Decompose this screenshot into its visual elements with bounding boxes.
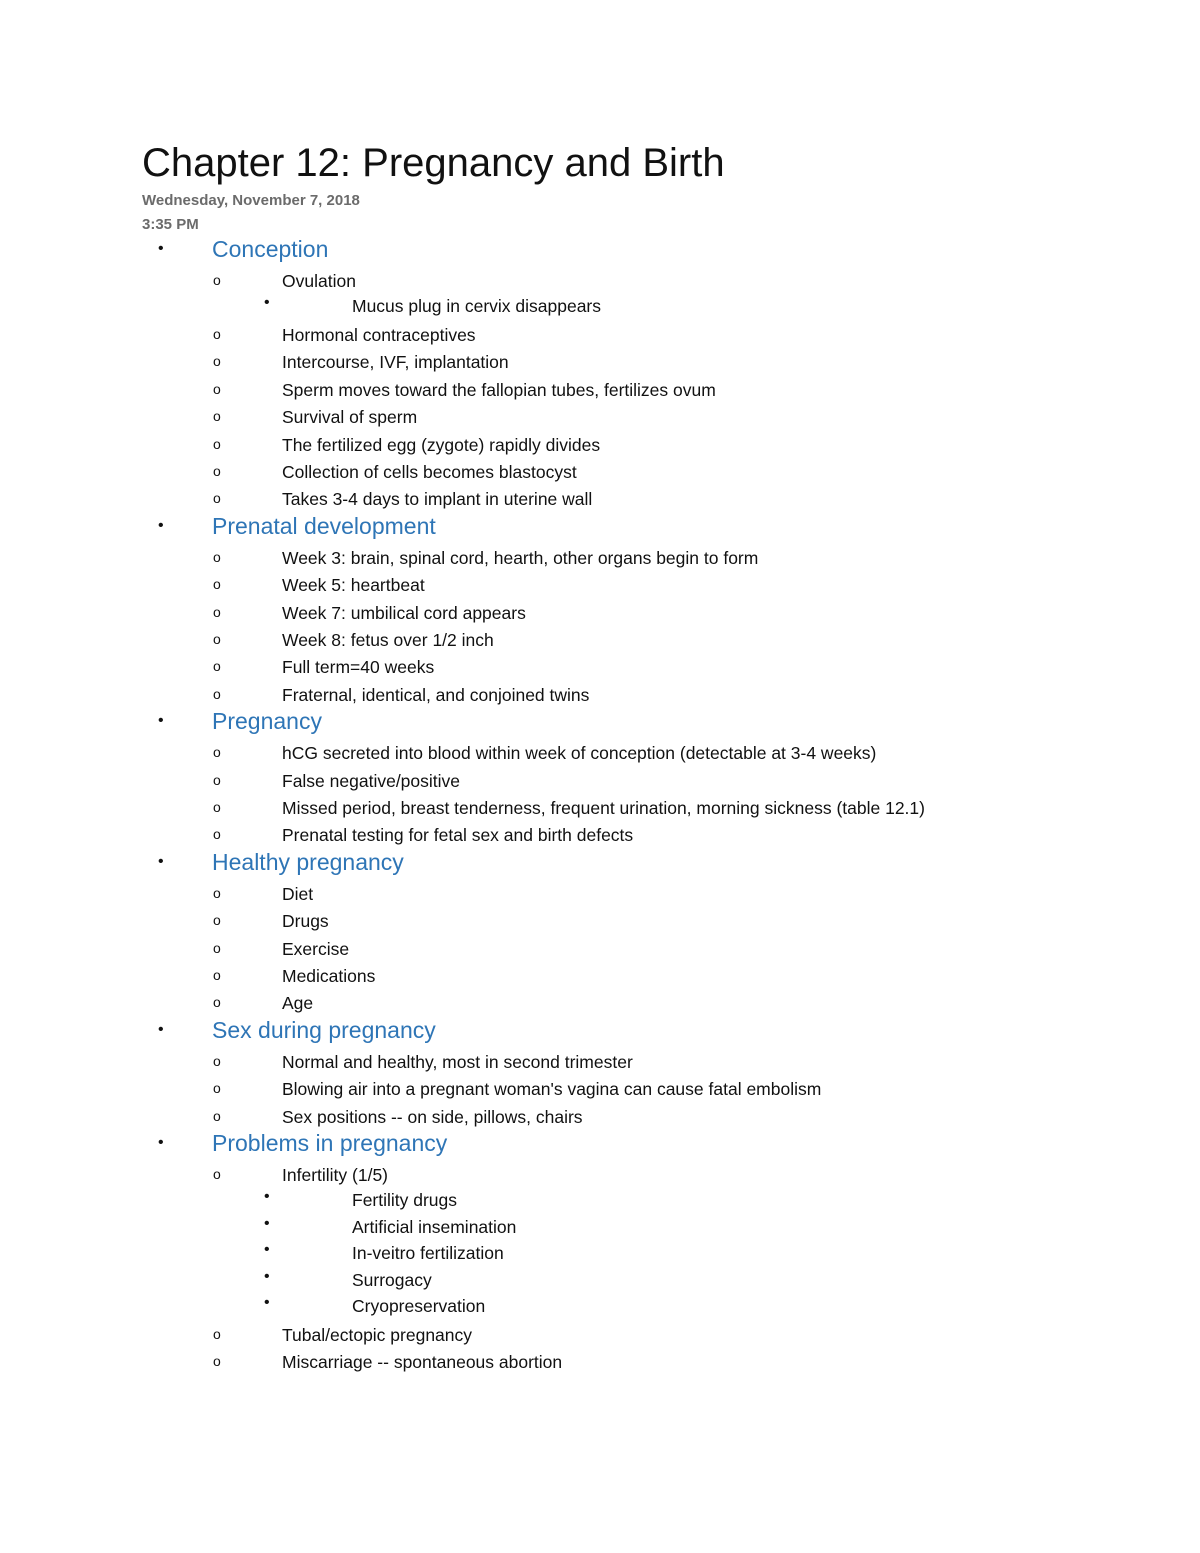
list-item-text: Prenatal testing for fetal sex and birth defects bbox=[282, 825, 634, 846]
bullet-icon: • bbox=[158, 516, 164, 534]
list-item-text: Intercourse, IVF, implantation bbox=[282, 352, 509, 373]
section-heading: Healthy pregnancy bbox=[212, 848, 404, 875]
circle-bullet-icon: o bbox=[213, 685, 221, 702]
circle-bullet-icon: o bbox=[213, 771, 221, 788]
list-item-text: Exercise bbox=[282, 938, 350, 959]
list-item-text: Hormonal contraceptives bbox=[282, 324, 476, 345]
page-time: 3:35 PM bbox=[142, 216, 199, 233]
circle-bullet-icon: o bbox=[213, 1107, 221, 1124]
list-item-text: Infertility (1/5) bbox=[282, 1164, 388, 1185]
list-item-text: Full term=40 weeks bbox=[282, 657, 435, 678]
circle-bullet-icon: o bbox=[213, 435, 221, 452]
circle-bullet-icon: o bbox=[213, 1165, 221, 1182]
section-heading: Sex during pregnancy bbox=[212, 1016, 436, 1043]
list-item-text: Collection of cells becomes blastocyst bbox=[282, 461, 577, 482]
circle-bullet-icon: o bbox=[213, 576, 221, 593]
circle-bullet-icon: o bbox=[213, 462, 221, 479]
circle-bullet-icon: o bbox=[213, 630, 221, 647]
circle-bullet-icon: o bbox=[213, 994, 221, 1011]
section-heading: Conception bbox=[212, 236, 329, 262]
list-item-text: Tubal/ectopic pregnancy bbox=[282, 1324, 473, 1345]
bullet-icon: • bbox=[158, 1133, 164, 1151]
bullet-icon: • bbox=[264, 294, 270, 312]
list-item-text: Medications bbox=[282, 965, 376, 986]
list-item-text: Diet bbox=[282, 883, 314, 904]
list-item-text: False negative/positive bbox=[282, 770, 461, 791]
bullet-icon: • bbox=[264, 1241, 270, 1259]
list-item-text: Ovulation bbox=[282, 271, 356, 291]
page-date: Wednesday, November 7, 2018 bbox=[142, 192, 360, 209]
circle-bullet-icon: o bbox=[213, 966, 221, 983]
section-heading: Problems in pregnancy bbox=[212, 1129, 448, 1156]
circle-bullet-icon: o bbox=[213, 912, 221, 929]
sub-list-item-text: In-veitro fertilization bbox=[352, 1243, 504, 1264]
bullet-icon: • bbox=[264, 1267, 270, 1285]
circle-bullet-icon: o bbox=[213, 826, 221, 843]
bullet-icon: • bbox=[264, 1188, 270, 1206]
bullet-icon: • bbox=[158, 852, 164, 870]
sub-list-item-text: Fertility drugs bbox=[352, 1190, 458, 1211]
list-item-text: Normal and healthy, most in second trimester bbox=[282, 1051, 633, 1072]
list-item-text: Missed period, breast tenderness, frequent urination, morning sickness (table 12.1) bbox=[282, 797, 925, 818]
sub-list-item-text: Cryopreservation bbox=[352, 1296, 486, 1317]
circle-bullet-icon: o bbox=[213, 744, 221, 761]
list-item-text: Week 5: heartbeat bbox=[282, 575, 425, 596]
circle-bullet-icon: o bbox=[213, 353, 221, 370]
circle-bullet-icon: o bbox=[213, 380, 221, 397]
list-item-text: hCG secreted into blood within week of conception (detectable at 3-4 weeks) bbox=[282, 743, 877, 764]
circle-bullet-icon: o bbox=[213, 408, 221, 425]
list-item-text: Drugs bbox=[282, 911, 329, 932]
circle-bullet-icon: o bbox=[213, 548, 221, 565]
bullet-icon: • bbox=[264, 1294, 270, 1312]
list-item-text: Miscarriage -- spontaneous abortion bbox=[282, 1352, 563, 1373]
circle-bullet-icon: o bbox=[213, 798, 221, 815]
list-item-text: The fertilized egg (zygote) rapidly divides bbox=[282, 434, 601, 455]
circle-bullet-icon: o bbox=[213, 939, 221, 956]
list-item-text: Fraternal, identical, and conjoined twins bbox=[282, 684, 590, 705]
circle-bullet-icon: o bbox=[213, 1080, 221, 1097]
circle-bullet-icon: o bbox=[213, 1325, 221, 1342]
section-heading: Pregnancy bbox=[212, 708, 322, 735]
bullet-icon: • bbox=[264, 1214, 270, 1232]
list-item-text: Takes 3-4 days to implant in uterine wall bbox=[282, 489, 593, 510]
list-item-text: Week 7: umbilical cord appears bbox=[282, 602, 526, 623]
circle-bullet-icon: o bbox=[213, 603, 221, 620]
list-item-text: Sex positions -- on side, pillows, chairs bbox=[282, 1106, 583, 1127]
list-item-text: Week 3: brain, spinal cord, hearth, other organs begin to form bbox=[282, 547, 759, 568]
circle-bullet-icon: o bbox=[213, 490, 221, 507]
list-item-text: Survival of sperm bbox=[282, 407, 418, 428]
list-item-text: Sperm moves toward the fallopian tubes, fertilizes ovum bbox=[282, 379, 716, 400]
list-item-text: Blowing air into a pregnant woman's vagina can cause fatal embolism bbox=[282, 1079, 822, 1100]
list-item-text: Week 8: fetus over 1/2 inch bbox=[282, 629, 494, 650]
circle-bullet-icon: o bbox=[213, 325, 221, 342]
sub-list-item-text: Artificial insemination bbox=[352, 1216, 517, 1237]
circle-bullet-icon: o bbox=[213, 1052, 221, 1069]
sub-list-item-text: Surrogacy bbox=[352, 1269, 432, 1290]
circle-bullet-icon: o bbox=[213, 658, 221, 675]
circle-bullet-icon: o bbox=[213, 272, 221, 288]
bullet-icon: • bbox=[158, 240, 164, 257]
bullet-icon: • bbox=[158, 712, 164, 730]
sub-list-item-text: Mucus plug in cervix disappears bbox=[352, 296, 602, 317]
bullet-icon: • bbox=[158, 1020, 164, 1038]
circle-bullet-icon: o bbox=[213, 884, 221, 901]
page-title: Chapter 12: Pregnancy and Birth bbox=[142, 141, 725, 185]
list-item-text: Age bbox=[282, 993, 314, 1014]
section-heading: Prenatal development bbox=[212, 512, 436, 539]
circle-bullet-icon: o bbox=[213, 1353, 221, 1370]
